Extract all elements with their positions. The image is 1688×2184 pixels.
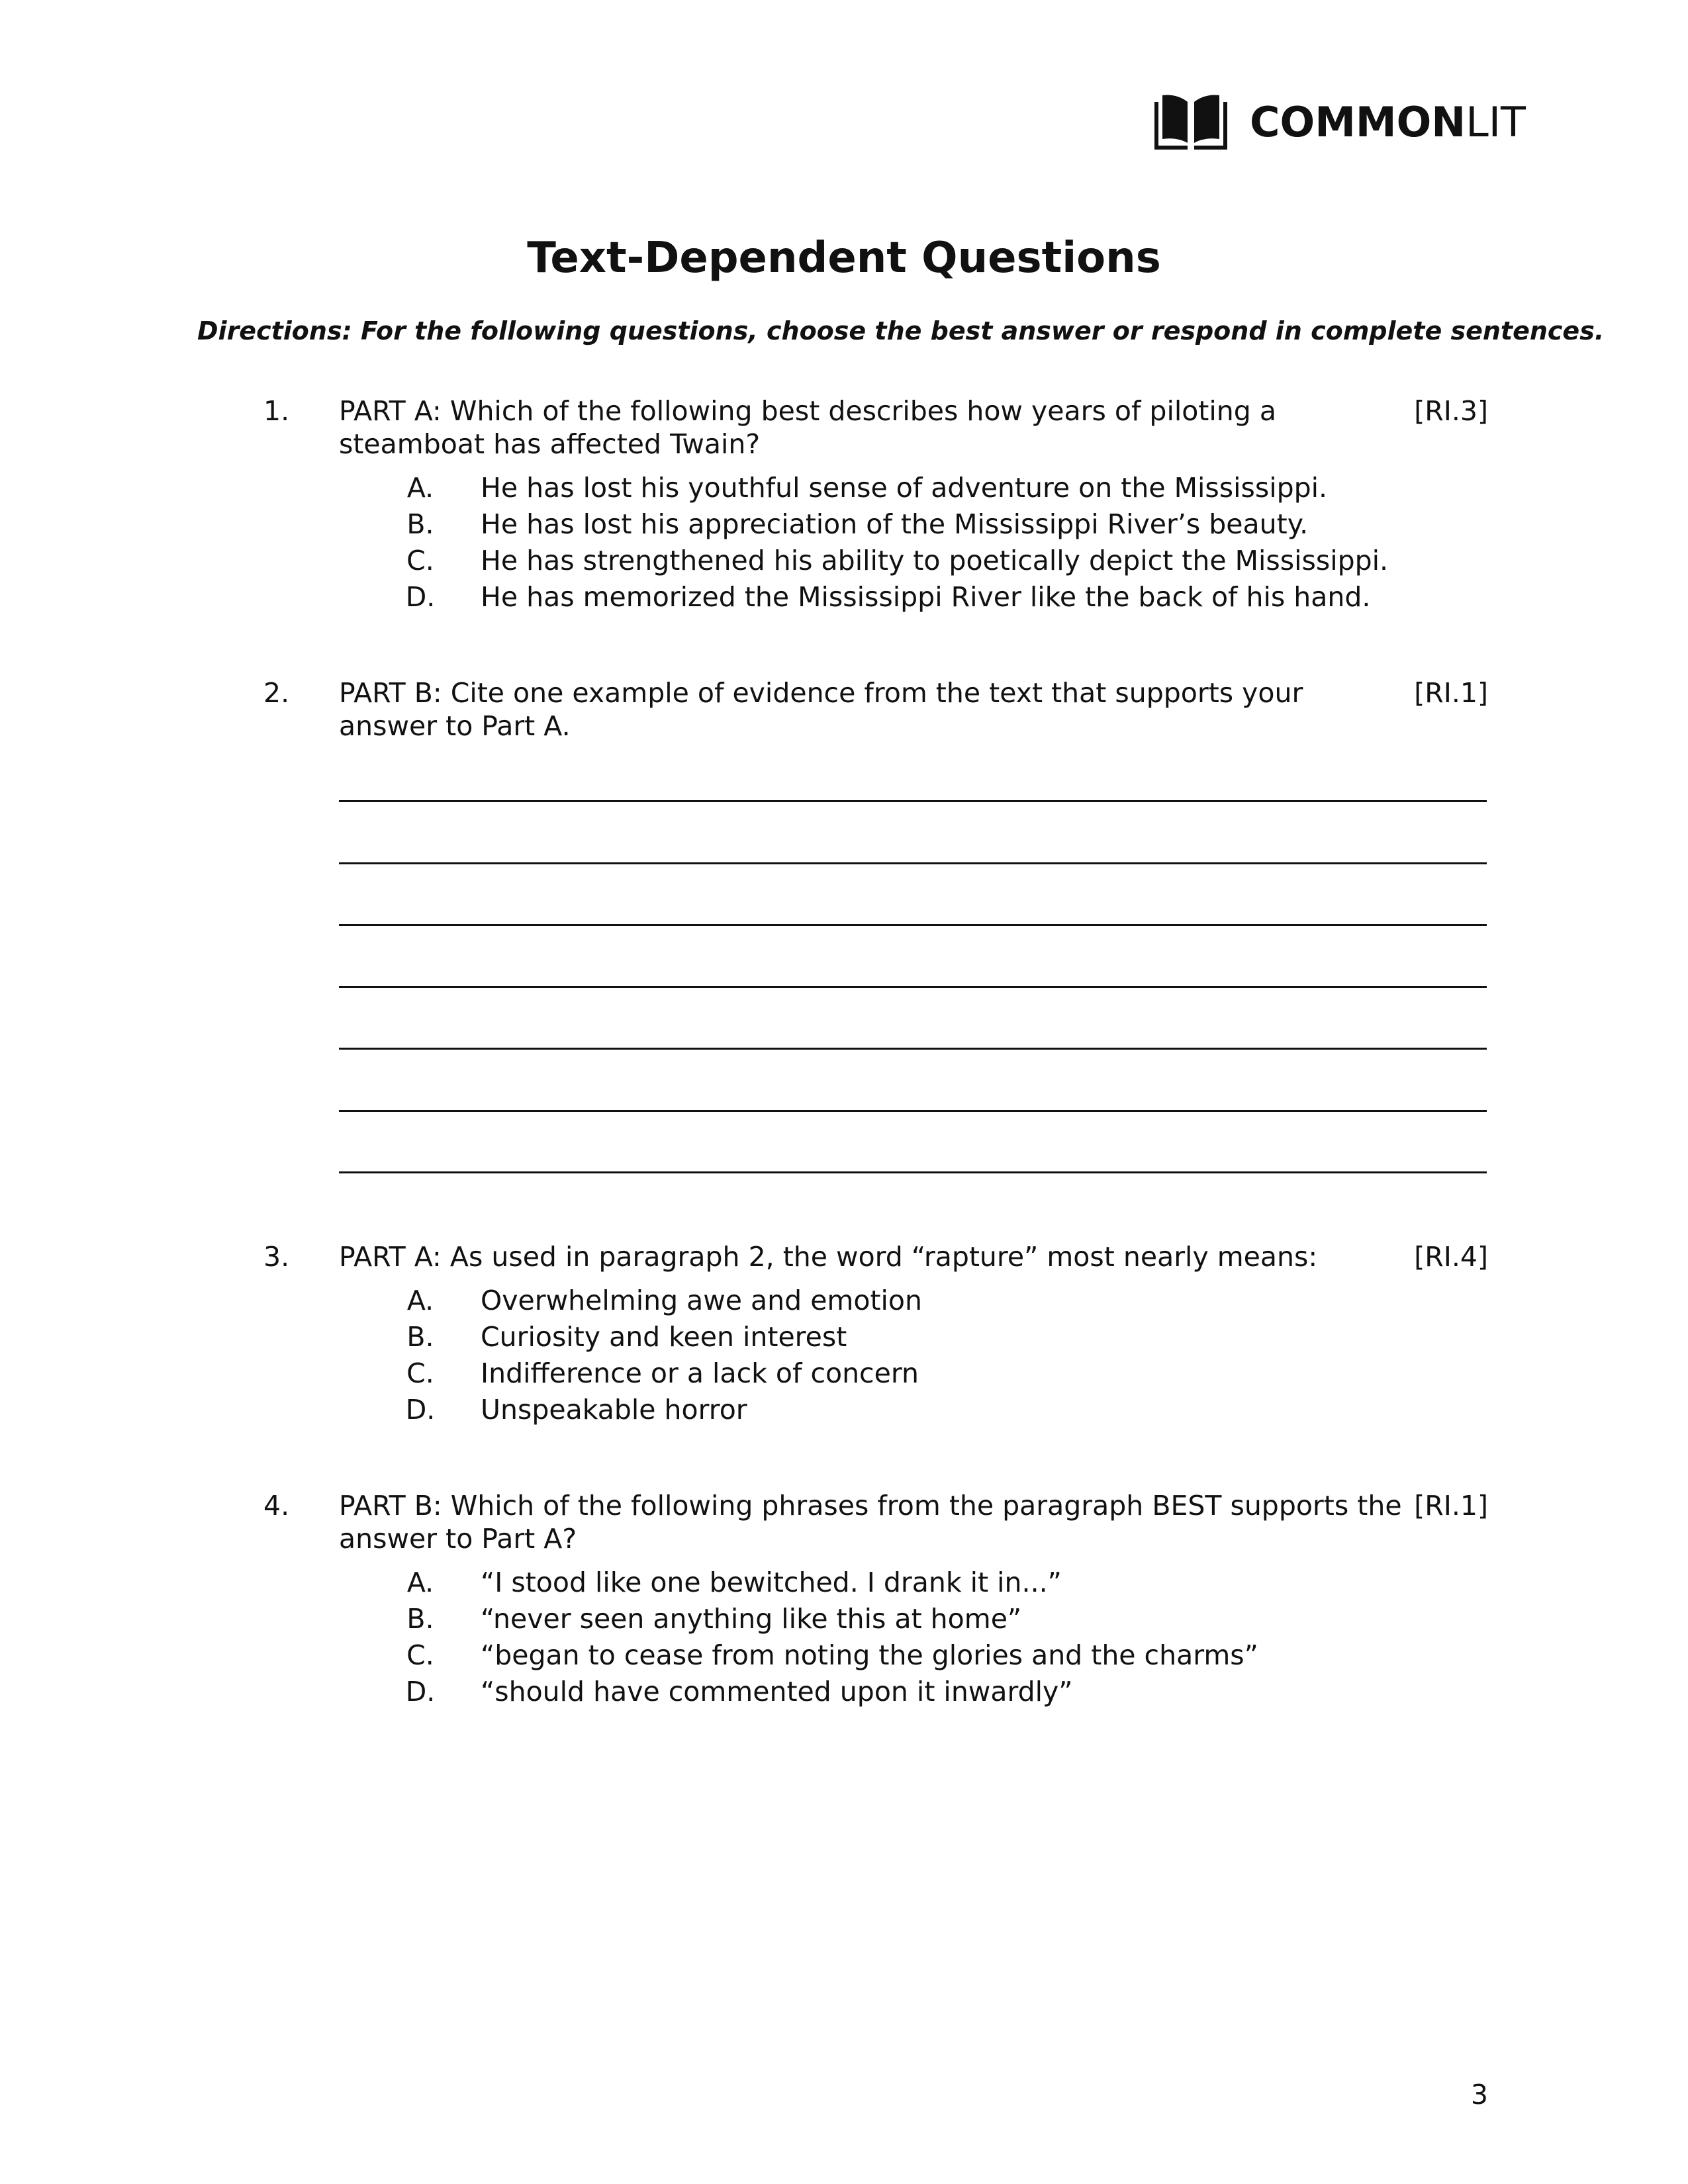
answer-option[interactable]	[0, 1565, 1688, 1601]
question-text: PART B: Cite one example of evidence from the text that supports your answer to Part A.	[339, 677, 1303, 742]
option-letter: A.	[406, 1567, 434, 1598]
option-text: He has memorized the Mississippi River like the back of his hand.	[481, 581, 1371, 613]
answer-option[interactable]	[0, 1674, 1688, 1710]
answer-option[interactable]	[0, 1637, 1688, 1674]
question-standard: [RI.4]	[1414, 1241, 1488, 1273]
answer-option[interactable]	[0, 506, 1688, 543]
answer-option[interactable]	[0, 579, 1688, 615]
answer-option[interactable]	[0, 543, 1688, 579]
answer-option[interactable]	[0, 470, 1688, 506]
answer-option[interactable]	[0, 1319, 1688, 1355]
option-text: He has lost his appreciation of the Mississippi River’s beauty.	[481, 508, 1309, 540]
option-text: “began to cease from noting the glories and the charms”	[481, 1639, 1258, 1671]
option-letter: B.	[406, 508, 434, 540]
page-number: 3	[1470, 2079, 1488, 2111]
question-number: 3.	[263, 1241, 290, 1273]
question-standard: [RI.1]	[1414, 1490, 1488, 1522]
option-text: “I stood like one bewitched. I drank it in...”	[481, 1567, 1062, 1598]
logo-word-light: LIT	[1466, 98, 1526, 146]
option-letter: A.	[406, 472, 434, 504]
question-number: 2.	[263, 677, 290, 709]
question-text: PART B: Which of the following phrases from the paragraph BEST supports the answer to Part A?	[339, 1490, 1402, 1555]
option-letter: A.	[406, 1285, 434, 1316]
page-title: Text-Dependent Questions	[527, 234, 1161, 283]
answer-option[interactable]	[0, 1283, 1688, 1319]
answer-line[interactable]	[339, 1171, 1487, 1173]
question-number: 4.	[263, 1490, 290, 1522]
answer-option[interactable]	[0, 1392, 1688, 1428]
option-letter: D.	[405, 1394, 436, 1426]
option-letter: D.	[405, 1676, 436, 1707]
answer-option[interactable]	[0, 1355, 1688, 1392]
option-text: Indifference or a lack of concern	[481, 1357, 919, 1389]
logo-wordmark	[1250, 98, 1526, 146]
option-text: “should have commented upon it inwardly”	[481, 1676, 1073, 1707]
open-book-icon	[1150, 93, 1231, 152]
question-text: PART A: Which of the following best describes how years of piloting a steamboat has affected Twain?	[339, 395, 1276, 460]
question-number: 1.	[263, 395, 290, 427]
answer-line[interactable]	[339, 986, 1487, 988]
option-letter: C.	[406, 1357, 434, 1389]
question-standard: [RI.3]	[1414, 395, 1488, 427]
option-letter: B.	[406, 1321, 434, 1353]
option-text: “never seen anything like this at home”	[481, 1603, 1022, 1635]
question-text: PART A: As used in paragraph 2, the word “rapture” most nearly means:	[339, 1241, 1318, 1273]
option-letter: B.	[406, 1603, 434, 1635]
option-text: Curiosity and keen interest	[481, 1321, 847, 1353]
directions-text: Directions: For the following questions, choose the best answer or respond in complete sentences.	[197, 316, 1605, 345]
answer-line[interactable]	[339, 1048, 1487, 1050]
commonlit-logo	[1150, 93, 1526, 152]
option-letter: D.	[405, 581, 436, 613]
answer-line[interactable]	[339, 924, 1487, 926]
option-letter: C.	[406, 545, 434, 576]
answer-line[interactable]	[339, 862, 1487, 864]
answer-line[interactable]	[339, 800, 1487, 802]
option-text: He has strengthened his ability to poetically depict the Mississippi.	[481, 545, 1389, 576]
answer-option[interactable]	[0, 1601, 1688, 1637]
option-text: Overwhelming awe and emotion	[481, 1285, 922, 1316]
option-text: He has lost his youthful sense of adventure on the Mississippi.	[481, 472, 1328, 504]
logo-word-bold: COMMON	[1250, 98, 1466, 146]
answer-line[interactable]	[339, 1110, 1487, 1112]
option-letter: C.	[406, 1639, 434, 1671]
option-text: Unspeakable horror	[481, 1394, 747, 1426]
question-standard: [RI.1]	[1414, 677, 1488, 709]
